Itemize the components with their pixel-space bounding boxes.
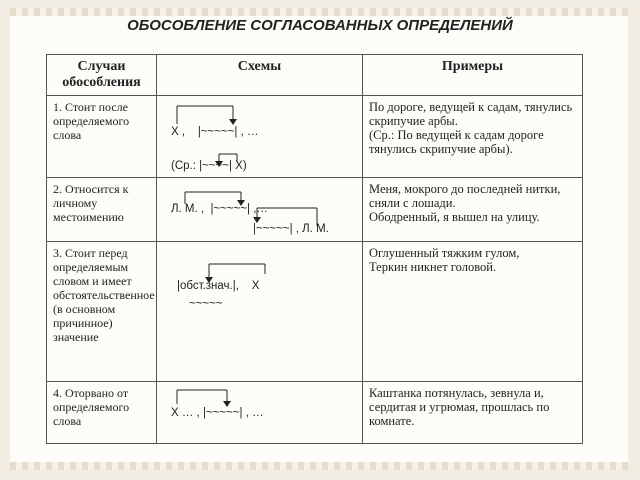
scheme-line: |обст.знач.|, Х <box>177 280 260 292</box>
decorative-border-bottom <box>10 462 628 470</box>
table-header-row <box>47 55 583 96</box>
table-row <box>47 242 583 382</box>
scheme-line: (Ср.: |~~~~| Х) <box>171 160 247 172</box>
header-schemes: Схемы <box>157 55 363 96</box>
rules-table <box>46 54 583 444</box>
header-examples: Примеры <box>363 55 583 96</box>
scheme-line: Л. М. , |~~~~~| ,… <box>171 203 268 215</box>
example-cell: По дороге, ведущей к садам, тянулись скрипучие арбы. (Ср.: По ведущей к садам дороге тянулись скрипучие арбы). <box>363 96 583 178</box>
scheme-line: Х … , |~~~~~| , … <box>171 407 264 419</box>
example-cell: Каштанка потянулась, зевнула и, сердитая и угрюмая, прошлась по комнате. <box>363 382 583 444</box>
table-row <box>47 382 583 444</box>
case-cell: 4. Оторвано от определяемого слова <box>47 382 157 444</box>
scheme-cell <box>157 242 363 382</box>
page-title: ОБОСОБЛЕНИЕ СОГЛАСОВАННЫХ ОПРЕДЕЛЕНИЙ <box>127 17 513 34</box>
scheme-arrow-diagram <box>157 242 363 382</box>
case-cell: 3. Стоит перед определяемым словом и имеет обстоятельственное (в основном причинное) значение <box>47 242 157 382</box>
decorative-border-top <box>10 8 628 16</box>
table-row <box>47 178 583 242</box>
case-cell: 2. Относится к личному местоимению <box>47 178 157 242</box>
scheme-line: Х , |~~~~~| , … <box>171 126 259 138</box>
scheme-cell <box>157 96 363 178</box>
case-cell: 1. Стоит после определяемого слова <box>47 96 157 178</box>
table-row <box>47 96 583 178</box>
scheme-cell <box>157 382 363 444</box>
scheme-line: ~~~~~ <box>189 298 223 310</box>
header-cases: Случаи обособления <box>47 55 157 96</box>
example-cell: Меня, мокрого до последней нитки, сняли с лошади. Ободренный, я вышел на улицу. <box>363 178 583 242</box>
scheme-cell <box>157 178 363 242</box>
example-cell: Оглушенный тяжким гулом, Теркин никнет головой. <box>363 242 583 382</box>
scheme-line: |~~~~~| , Л. М. <box>253 223 329 235</box>
